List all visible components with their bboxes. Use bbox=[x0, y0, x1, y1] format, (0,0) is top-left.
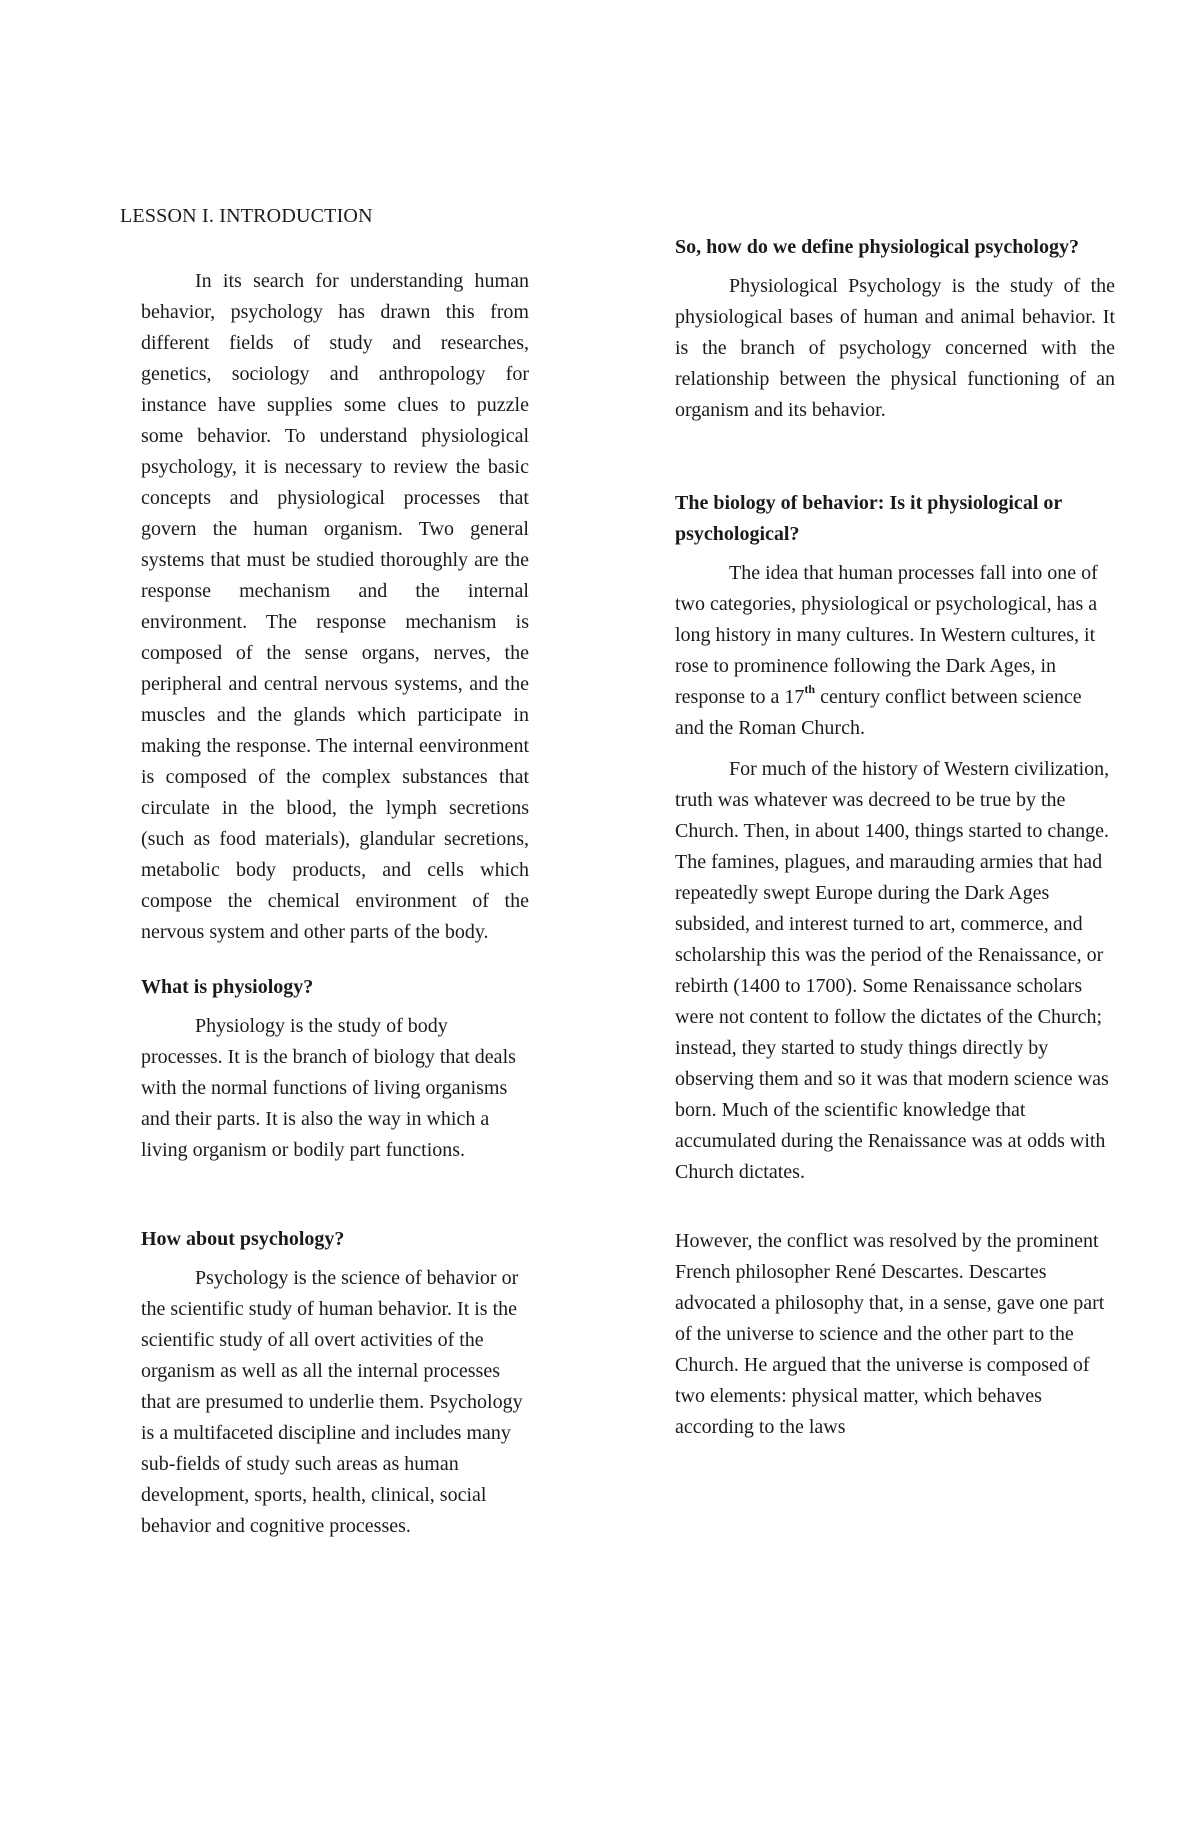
psychology-heading: How about psychology? bbox=[141, 1228, 345, 1250]
biology-paragraph-1-text: The idea that human processes fall into one of two categories, physiological or psychological, has a long history in many cultures. In Western cultures, it rose to prominence following the Dark Ages, in response to a 17 bbox=[675, 562, 1098, 708]
psychology-paragraph: Psychology is the science of behavior or the scientific study of human behavior. It is the scientific study of all overt activities of the organism as well as all the internal processes that are presumed to underlie them. Psychology is a multifaceted discipline and includes many sub-fields of study such areas as human development, sports, health, clinical, social behavior and cognitive processes. bbox=[141, 1267, 523, 1537]
right-column bbox=[675, 232, 1115, 1443]
intro-paragraph: In its search for understanding human behavior, psychology has drawn this from different fields of study and researches, genetics, sociology and anthropology for instance have supplies some clues to puzzle some behavior. To understand physiological psychology, it is necessary to review the basic concepts and physiological processes that govern the human organism. Two general systems that must be studied thoroughly are the response mechanism and the internal environment. The response mechanism is composed of the sense organs, nerves, the peripheral and central nervous systems, and the muscles and the glands which participate in making the response. The internal eenvironment is composed of the complex substances that circulate in the blood, the lymph secretions (such as food materials), glandular secretions, metabolic body products, and cells which compose the chemical environment of the nervous system and other parts of the body. bbox=[141, 270, 529, 943]
ordinal-suffix: th bbox=[804, 682, 816, 697]
lesson-title: LESSON I. INTRODUCTION bbox=[120, 205, 373, 227]
define-paragraph: Physiological Psychology is the study of the physiological bases of human and animal behavior. It is the branch of psychology concerned with the relationship between the physical functioning of an organism and its behavior. bbox=[675, 275, 1115, 421]
biology-paragraph-1 bbox=[675, 558, 1115, 744]
define-heading: So, how do we define physiological psychology? bbox=[675, 236, 1079, 258]
left-column bbox=[141, 266, 529, 1542]
descartes-paragraph: However, the conflict was resolved by the prominent French philosopher René Descartes. Descartes advocated a philosophy that, in a sense, gave one part of the universe to science and the other part to the Church. He argued that the universe is composed of two elements: physical matter, which behaves according to the laws bbox=[675, 1230, 1105, 1438]
physiology-paragraph: Physiology is the study of body processes. It is the branch of biology that deals with the normal functions of living organisms and their parts. It is also the way in which a living organism or bodily part functions. bbox=[141, 1015, 516, 1161]
biology-paragraph-2: For much of the history of Western civilization, truth was whatever was decreed to be true by the Church. Then, in about 1400, things started to change. The famines, plagues, and marauding armies that had repeatedly swept Europe during the Dark Ages subsided, and interest turned to art, commerce, and scholarship this was the period of the Renaissance, or rebirth (1400 to 1700). Some Renaissance scholars were not content to follow the dictates of the Church; instead, they started to study things directly by observing them and so it was that modern science was born. Much of the scientific knowledge that accumulated during the Renaissance was at odds with Church dictates. bbox=[675, 758, 1110, 1183]
biology-heading: The biology of behavior: Is it physiological or psychological? bbox=[675, 492, 1062, 545]
physiology-heading: What is physiology? bbox=[141, 976, 314, 998]
biology-paragraph-1-text-end: century conflict between science and the Roman Church. bbox=[675, 686, 1082, 739]
